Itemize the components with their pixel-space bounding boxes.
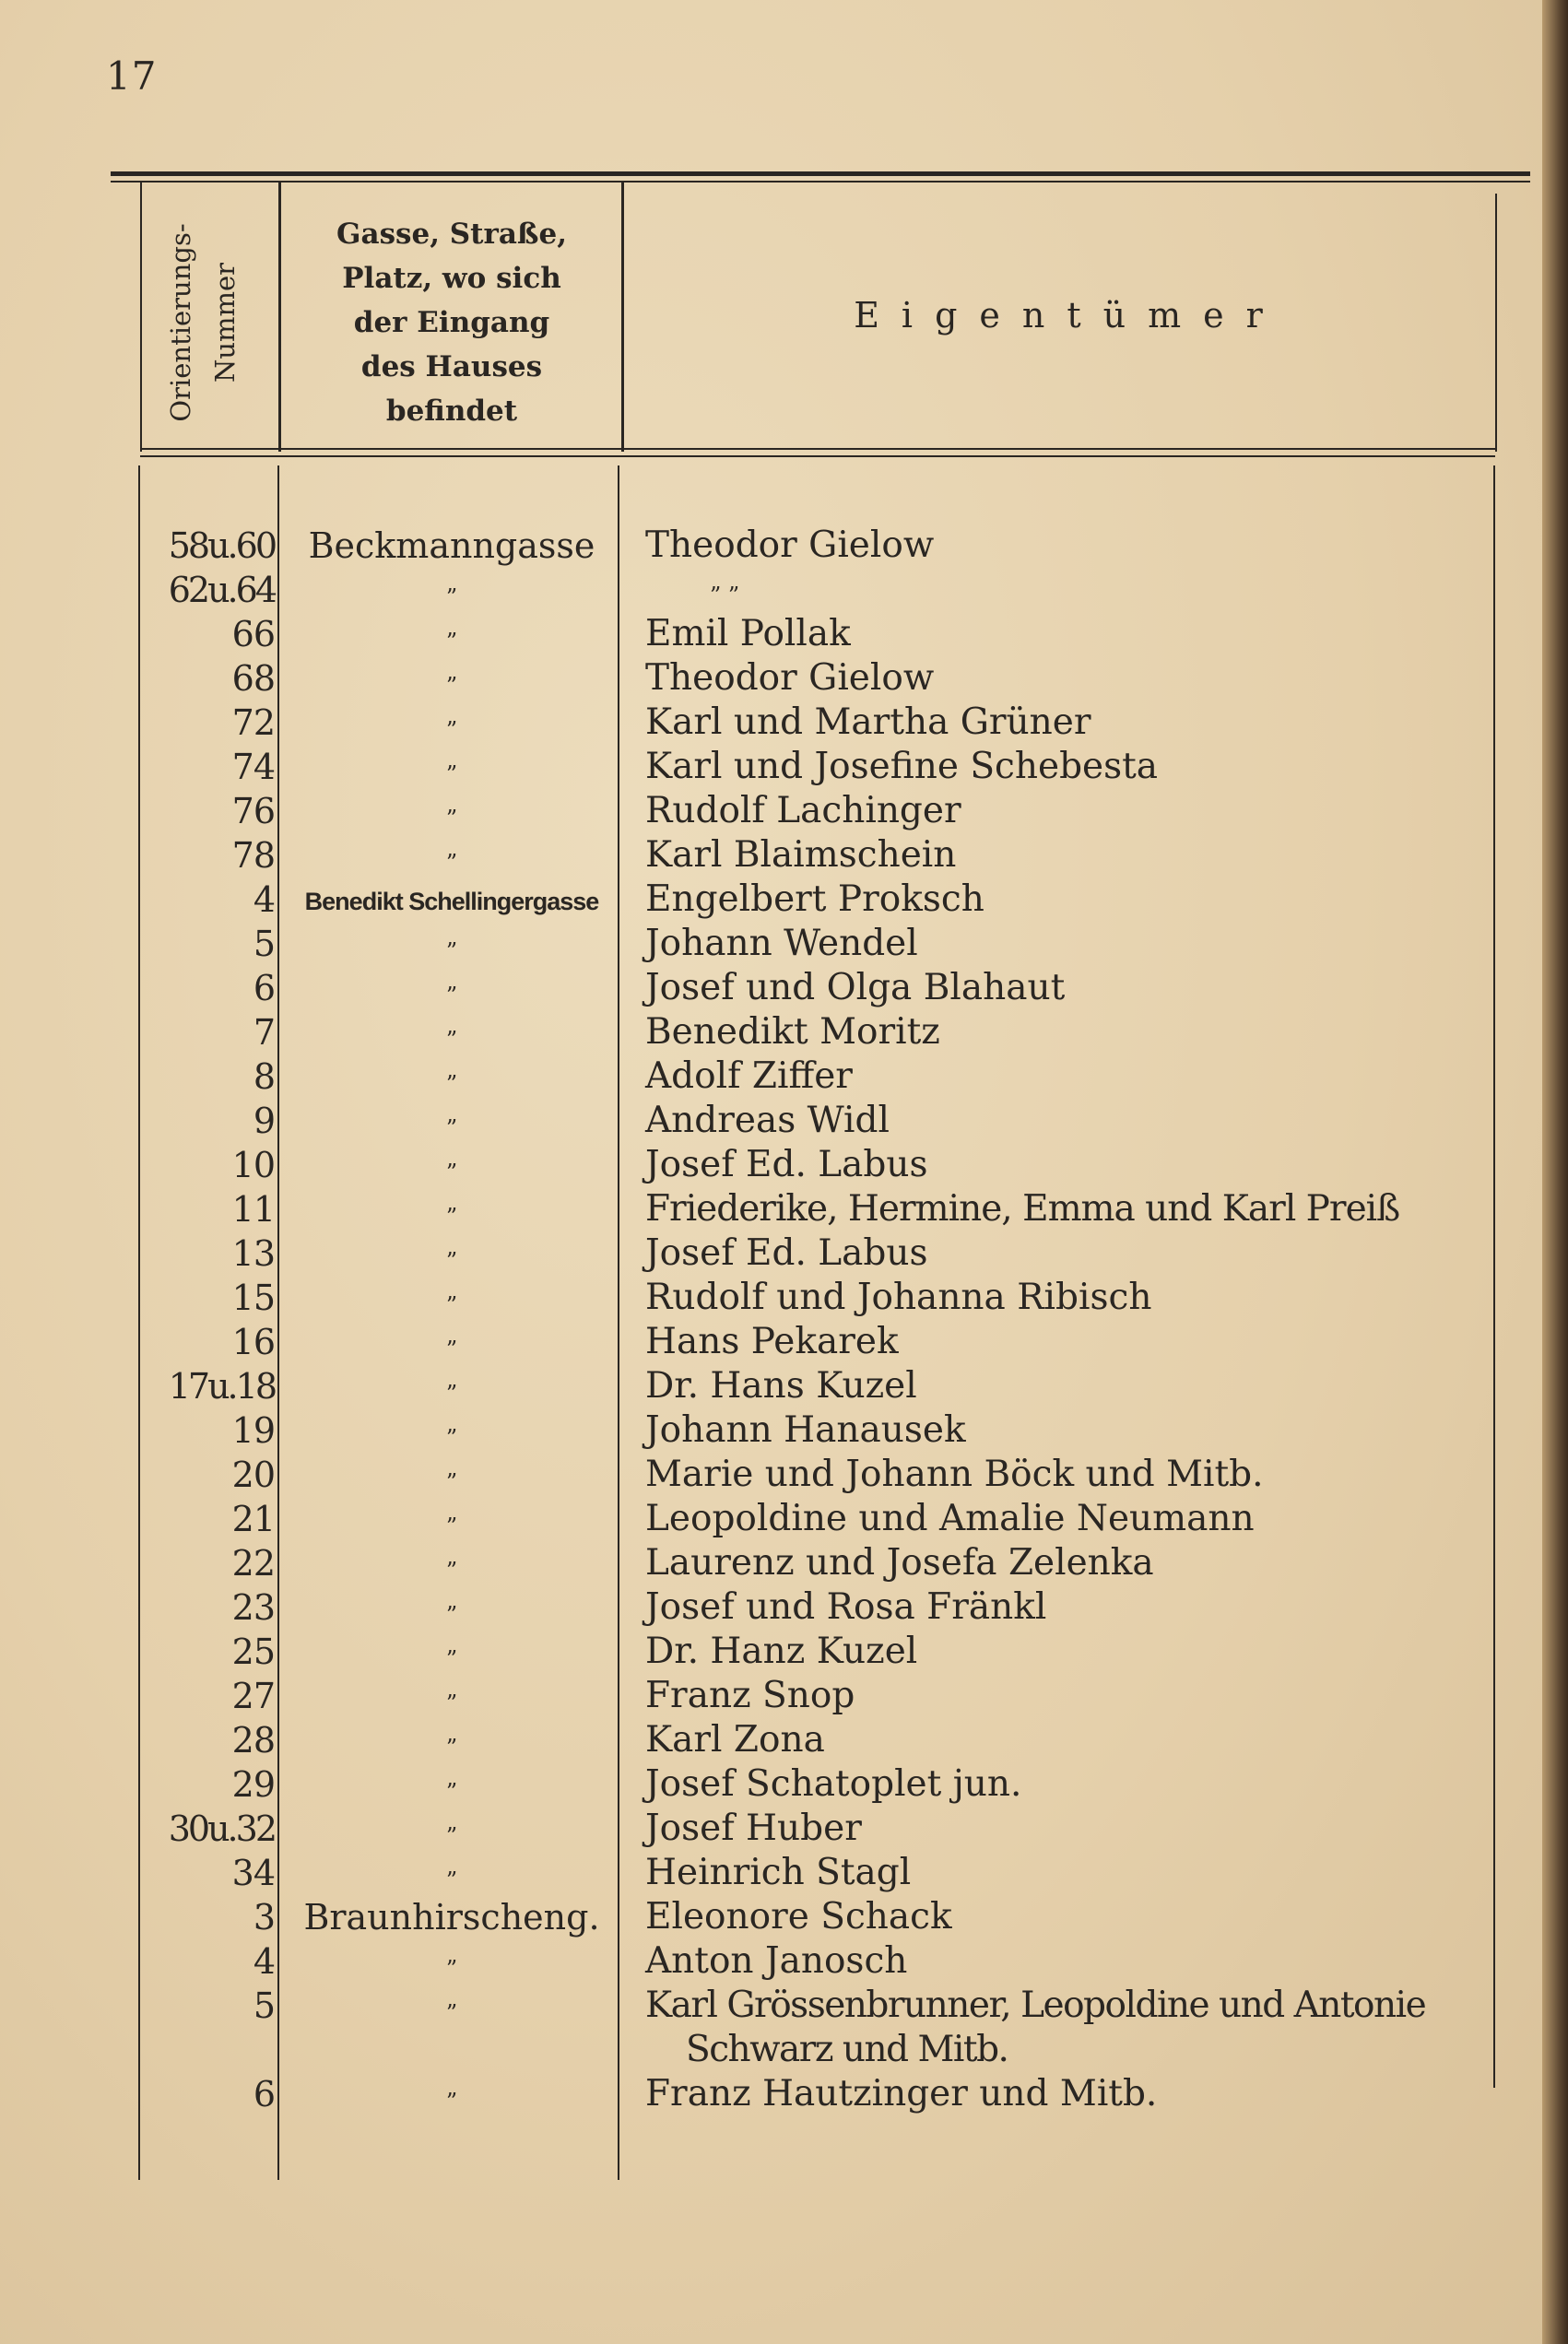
owner-name: Theodor Gielow — [645, 524, 935, 566]
street-ditto-mark: ” — [445, 1248, 458, 1274]
owner-name: Karl und Martha Grüner — [645, 701, 1091, 743]
owner-name: Josef und Olga Blahaut — [645, 967, 1066, 1008]
street-name: Beckmanngasse — [308, 525, 595, 566]
header-rule-1 — [140, 448, 1495, 450]
owner-name: Emil Pollak — [645, 613, 851, 654]
orientation-number: 72 — [231, 702, 275, 743]
owner-name: Benedikt Moritz — [645, 1011, 940, 1053]
street-column-header — [281, 212, 622, 433]
top-rule-thick — [111, 171, 1530, 176]
street-ditto-mark: ” — [445, 1071, 458, 1097]
owner-name: Andreas Widl — [645, 1100, 890, 1141]
orientation-number: 11 — [231, 1189, 275, 1230]
owner-name: Eleonore Schack — [645, 1896, 952, 1938]
owner-name: Dr. Hans Kuzel — [645, 1365, 917, 1407]
owner-name: Theodor Gielow — [645, 657, 935, 699]
street-header-line: Platz, wo sich — [342, 262, 561, 295]
orientation-number: 9 — [253, 1101, 275, 1141]
street-ditto-mark: ” — [445, 673, 458, 699]
orientation-number: 21 — [231, 1499, 275, 1539]
street-ditto-mark: ” — [445, 1425, 458, 1451]
owner-name: Friederike, Hermine, Emma und Karl Preiß — [645, 1188, 1400, 1230]
orientation-number: 76 — [231, 791, 275, 831]
top-rule-thin — [111, 181, 1530, 183]
street-ditto-mark: ” — [445, 938, 458, 964]
owner-name: Johann Hanausek — [645, 1409, 966, 1451]
owner-name: Josef und Rosa Fränkl — [645, 1586, 1047, 1628]
street-ditto-mark: ” — [445, 761, 458, 787]
street-ditto-mark: ” — [445, 1646, 458, 1672]
street-ditto-mark: ” — [445, 850, 458, 876]
owner-name-line: Karl Grössenbrunner, Leopoldine und Antonie — [645, 1985, 1426, 2026]
street-ditto-mark: ” — [445, 1469, 458, 1495]
street-ditto-mark: ” — [445, 1027, 458, 1053]
owner-name: Johann Wendel — [645, 923, 918, 964]
street-ditto-mark: ” — [445, 806, 458, 831]
number-header-line2: Nummer — [209, 262, 241, 383]
street-ditto-mark: ” — [445, 1690, 458, 1716]
orientation-number: 13 — [231, 1233, 275, 1274]
street-name: Benedikt Schellingergasse — [304, 888, 599, 915]
street-header-line: befindet — [385, 395, 518, 428]
street-ditto-mark: ” — [445, 1956, 458, 1982]
owner-name: Franz Hautzinger und Mitb. — [645, 2073, 1158, 2114]
orientation-number: 27 — [231, 1676, 275, 1716]
orientation-number: 58u.60 — [168, 525, 275, 566]
owner-name: Dr. Hanz Kuzel — [645, 1631, 918, 1672]
orientation-number: 23 — [231, 1587, 275, 1628]
street-ditto-mark: ” — [445, 717, 458, 743]
owner-name: Engelbert Proksch — [645, 878, 984, 920]
orientation-number: 30u.32 — [168, 1808, 275, 1849]
orientation-number: 28 — [231, 1720, 275, 1761]
owner-name: Rudolf und Johanna Ribisch — [645, 1277, 1152, 1318]
street-ditto-mark: ” — [445, 1115, 458, 1141]
orientation-number: 62u.64 — [168, 570, 275, 610]
street-ditto-mark: ” — [445, 1337, 458, 1362]
orientation-number: 5 — [253, 924, 275, 964]
number-column-header — [129, 184, 277, 461]
orientation-number: 66 — [231, 614, 275, 654]
street-header-line: der Eingang — [353, 306, 550, 339]
owner-name: Heinrich Stagl — [645, 1852, 912, 1893]
street-ditto-mark: ” — [445, 1514, 458, 1539]
street-ditto-mark: ” — [445, 2000, 458, 2026]
owner-name: Leopoldine und Amalie Neumann — [645, 1498, 1255, 1539]
orientation-number: 15 — [231, 1278, 275, 1318]
street-ditto-mark: ” — [445, 1823, 458, 1849]
orientation-number: 8 — [253, 1056, 275, 1097]
orientation-number: 22 — [231, 1543, 275, 1584]
street-ditto-mark: ” — [445, 584, 458, 610]
orientation-number: 17u.18 — [168, 1366, 275, 1407]
number-header-line1: Orientierungs- — [165, 223, 196, 422]
street-ditto-mark: ” — [445, 1602, 458, 1628]
orientation-number: 4 — [253, 1941, 275, 1982]
owner-name — [645, 1984, 1503, 2072]
orientation-number: 68 — [231, 658, 275, 699]
orientation-number: 10 — [231, 1145, 275, 1185]
orientation-number: 6 — [253, 2074, 275, 2114]
owner-name: Franz Snop — [645, 1675, 855, 1716]
street-ditto-mark: ” — [445, 1160, 458, 1185]
orientation-number: 74 — [231, 747, 275, 787]
book-binding-edge — [1542, 0, 1568, 2344]
orientation-number: 3 — [253, 1897, 275, 1938]
orientation-number: 4 — [253, 879, 275, 920]
orientation-number: 6 — [253, 968, 275, 1008]
street-ditto-mark: ” — [445, 1381, 458, 1407]
street-ditto-mark: ” — [445, 2089, 458, 2114]
owner-name: Karl Blaimschein — [645, 834, 957, 876]
owner-name: Marie und Johann Böck und Mitb. — [645, 1454, 1264, 1495]
body-col-divider-1 — [277, 465, 279, 2180]
orientation-number: 20 — [231, 1455, 275, 1495]
owner-name: Laurenz und Josefa Zelenka — [645, 1542, 1154, 1584]
orientation-number: 19 — [231, 1410, 275, 1451]
owner-name-continuation: Schwarz und Mitb. — [686, 2029, 1008, 2070]
street-ditto-mark: ” — [445, 1735, 458, 1761]
header-rule-2 — [140, 455, 1495, 457]
owner-name: Josef Schatoplet jun. — [645, 1763, 1022, 1805]
orientation-number: 7 — [253, 1012, 275, 1053]
owner-column-header: Eigentümer — [854, 295, 1285, 336]
street-ditto-mark: ” — [445, 1292, 458, 1318]
owner-name: Karl und Josefine Schebesta — [645, 746, 1159, 787]
street-header-line: Gasse, Straße, — [336, 218, 567, 251]
street-header-line: des Hauses — [360, 350, 543, 383]
street-ditto-mark: ” — [445, 1779, 458, 1805]
owner-ditto-mark: ” ” — [710, 583, 740, 608]
street-ditto-mark: ” — [445, 1558, 458, 1584]
owner-name: Josef Ed. Labus — [645, 1232, 928, 1274]
orientation-number: 29 — [231, 1764, 275, 1805]
street-name: Braunhirscheng. — [303, 1897, 600, 1938]
street-ditto-mark: ” — [445, 1867, 458, 1893]
page-number: 17 — [106, 53, 158, 99]
orientation-number: 25 — [231, 1631, 275, 1672]
orientation-number: 78 — [231, 835, 275, 876]
owner-name: Josef Ed. Labus — [645, 1144, 928, 1185]
owner-name: Anton Janosch — [645, 1940, 908, 1982]
orientation-number: 5 — [253, 1985, 275, 2026]
owner-name: Hans Pekarek — [645, 1321, 899, 1362]
body-col-divider-2 — [618, 465, 619, 2180]
street-ditto-mark: ” — [445, 629, 458, 654]
street-ditto-mark: ” — [445, 1204, 458, 1230]
orientation-number: 34 — [231, 1853, 275, 1893]
street-ditto-mark: ” — [445, 983, 458, 1008]
owner-name: Rudolf Lachinger — [645, 790, 961, 831]
owner-name: Karl Zona — [645, 1719, 825, 1761]
owner-name: Adolf Ziffer — [645, 1055, 853, 1097]
owner-name: Josef Huber — [645, 1808, 862, 1849]
orientation-number: 16 — [231, 1322, 275, 1362]
